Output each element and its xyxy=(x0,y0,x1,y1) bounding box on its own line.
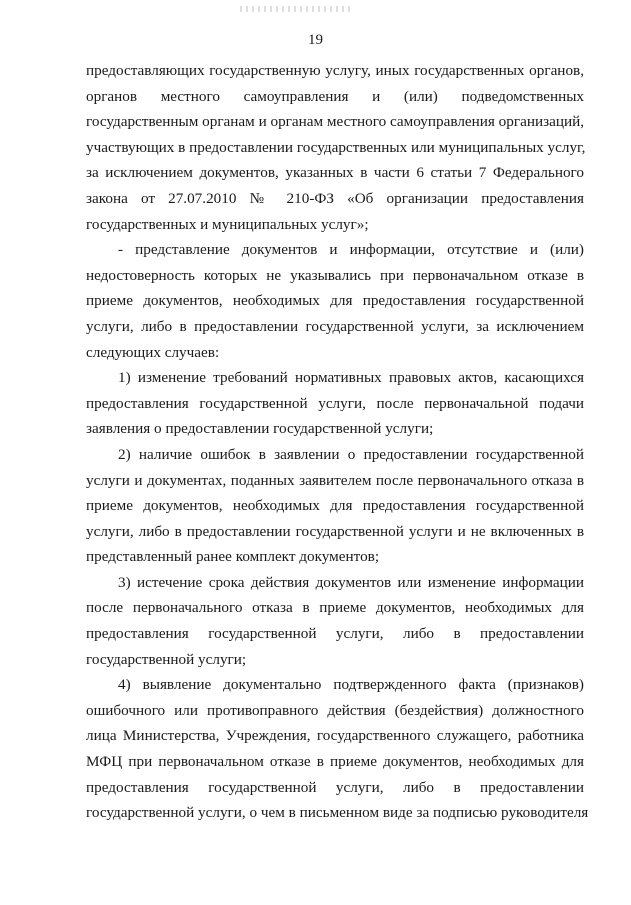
text-line: представленный ранее комплект документов; xyxy=(86,548,380,566)
text-line: МФЦ при первоначальном отказе в приеме документов, необходимых для xyxy=(86,753,584,771)
text-line: государственной услуги; xyxy=(86,650,247,668)
text-line: предоставления государственной услуги, либо в предоставлении xyxy=(86,778,584,796)
text-line: 1) изменение требований нормативных правовых актов, касающихся xyxy=(118,369,584,387)
scan-artifact xyxy=(240,6,350,12)
text-line: предоставления государственной услуги, после первоначальной подачи xyxy=(86,394,584,412)
paragraph xyxy=(86,442,584,570)
text-line: 3) истечение срока действия документов или изменение информации xyxy=(118,573,584,591)
text-line: приеме документов, необходимых для предоставления государственной xyxy=(86,497,584,515)
text-line: ошибочного или противоправного действия (бездействия) должностного xyxy=(86,701,584,719)
text-line: за исключением документов, указанных в части 6 статьи 7 Федерального xyxy=(86,164,584,182)
text-line: предоставляющих государственную услугу, иных государственных органов, xyxy=(86,62,584,79)
text-line: недостоверность которых не указывались при первоначальном отказе в xyxy=(86,266,584,284)
text-line: заявления о предоставлении государственной услуги; xyxy=(86,420,434,438)
paragraph xyxy=(86,237,584,365)
text-line: услуги, либо в предоставлении государственной услуги, за исключением xyxy=(86,317,584,335)
text-line: закона от 27.07.2010 № 210-ФЗ «Об организации предоставления xyxy=(86,189,584,207)
text-line: предоставления государственной услуги, либо в предоставлении xyxy=(86,625,584,643)
text-line: услуги, либо в предоставлении государственной услуги и не включенных в xyxy=(86,522,584,540)
text-line: государственных и муниципальных услуг»; xyxy=(86,215,369,233)
document-body xyxy=(86,58,589,826)
paragraph xyxy=(86,570,584,672)
paragraph xyxy=(86,58,584,237)
text-line: государственной услуги, о чем в письменном виде за подписью руководителя xyxy=(86,804,589,822)
text-line: 2) наличие ошибок в заявлении о предоставлении государственной xyxy=(118,445,584,463)
text-line: после первоначального отказа в приеме документов, необходимых для xyxy=(86,599,584,617)
text-line: органов местного самоуправления и (или) подведомственных xyxy=(86,87,584,105)
paragraph xyxy=(86,365,584,442)
paragraph xyxy=(86,672,589,826)
text-line: следующих случаев: xyxy=(86,343,220,361)
text-line: участвующих в предоставлении государственных или муниципальных услуг, xyxy=(86,138,586,156)
text-line: - представление документов и информации, отсутствие и (или) xyxy=(118,241,584,259)
text-line: приеме документов, необходимых для предоставления государственной xyxy=(86,292,584,310)
text-line: лица Министерства, Учреждения, государственного служащего, работника xyxy=(86,727,584,745)
text-line: 4) выявление документально подтвержденного факта (признаков) xyxy=(118,676,584,694)
page-number: 19 xyxy=(308,32,323,48)
text-line: государственным органам и органам местного самоуправления организаций, xyxy=(86,113,585,131)
text-line: услуги и документах, поданных заявителем после первоначального отказа в xyxy=(86,471,584,489)
